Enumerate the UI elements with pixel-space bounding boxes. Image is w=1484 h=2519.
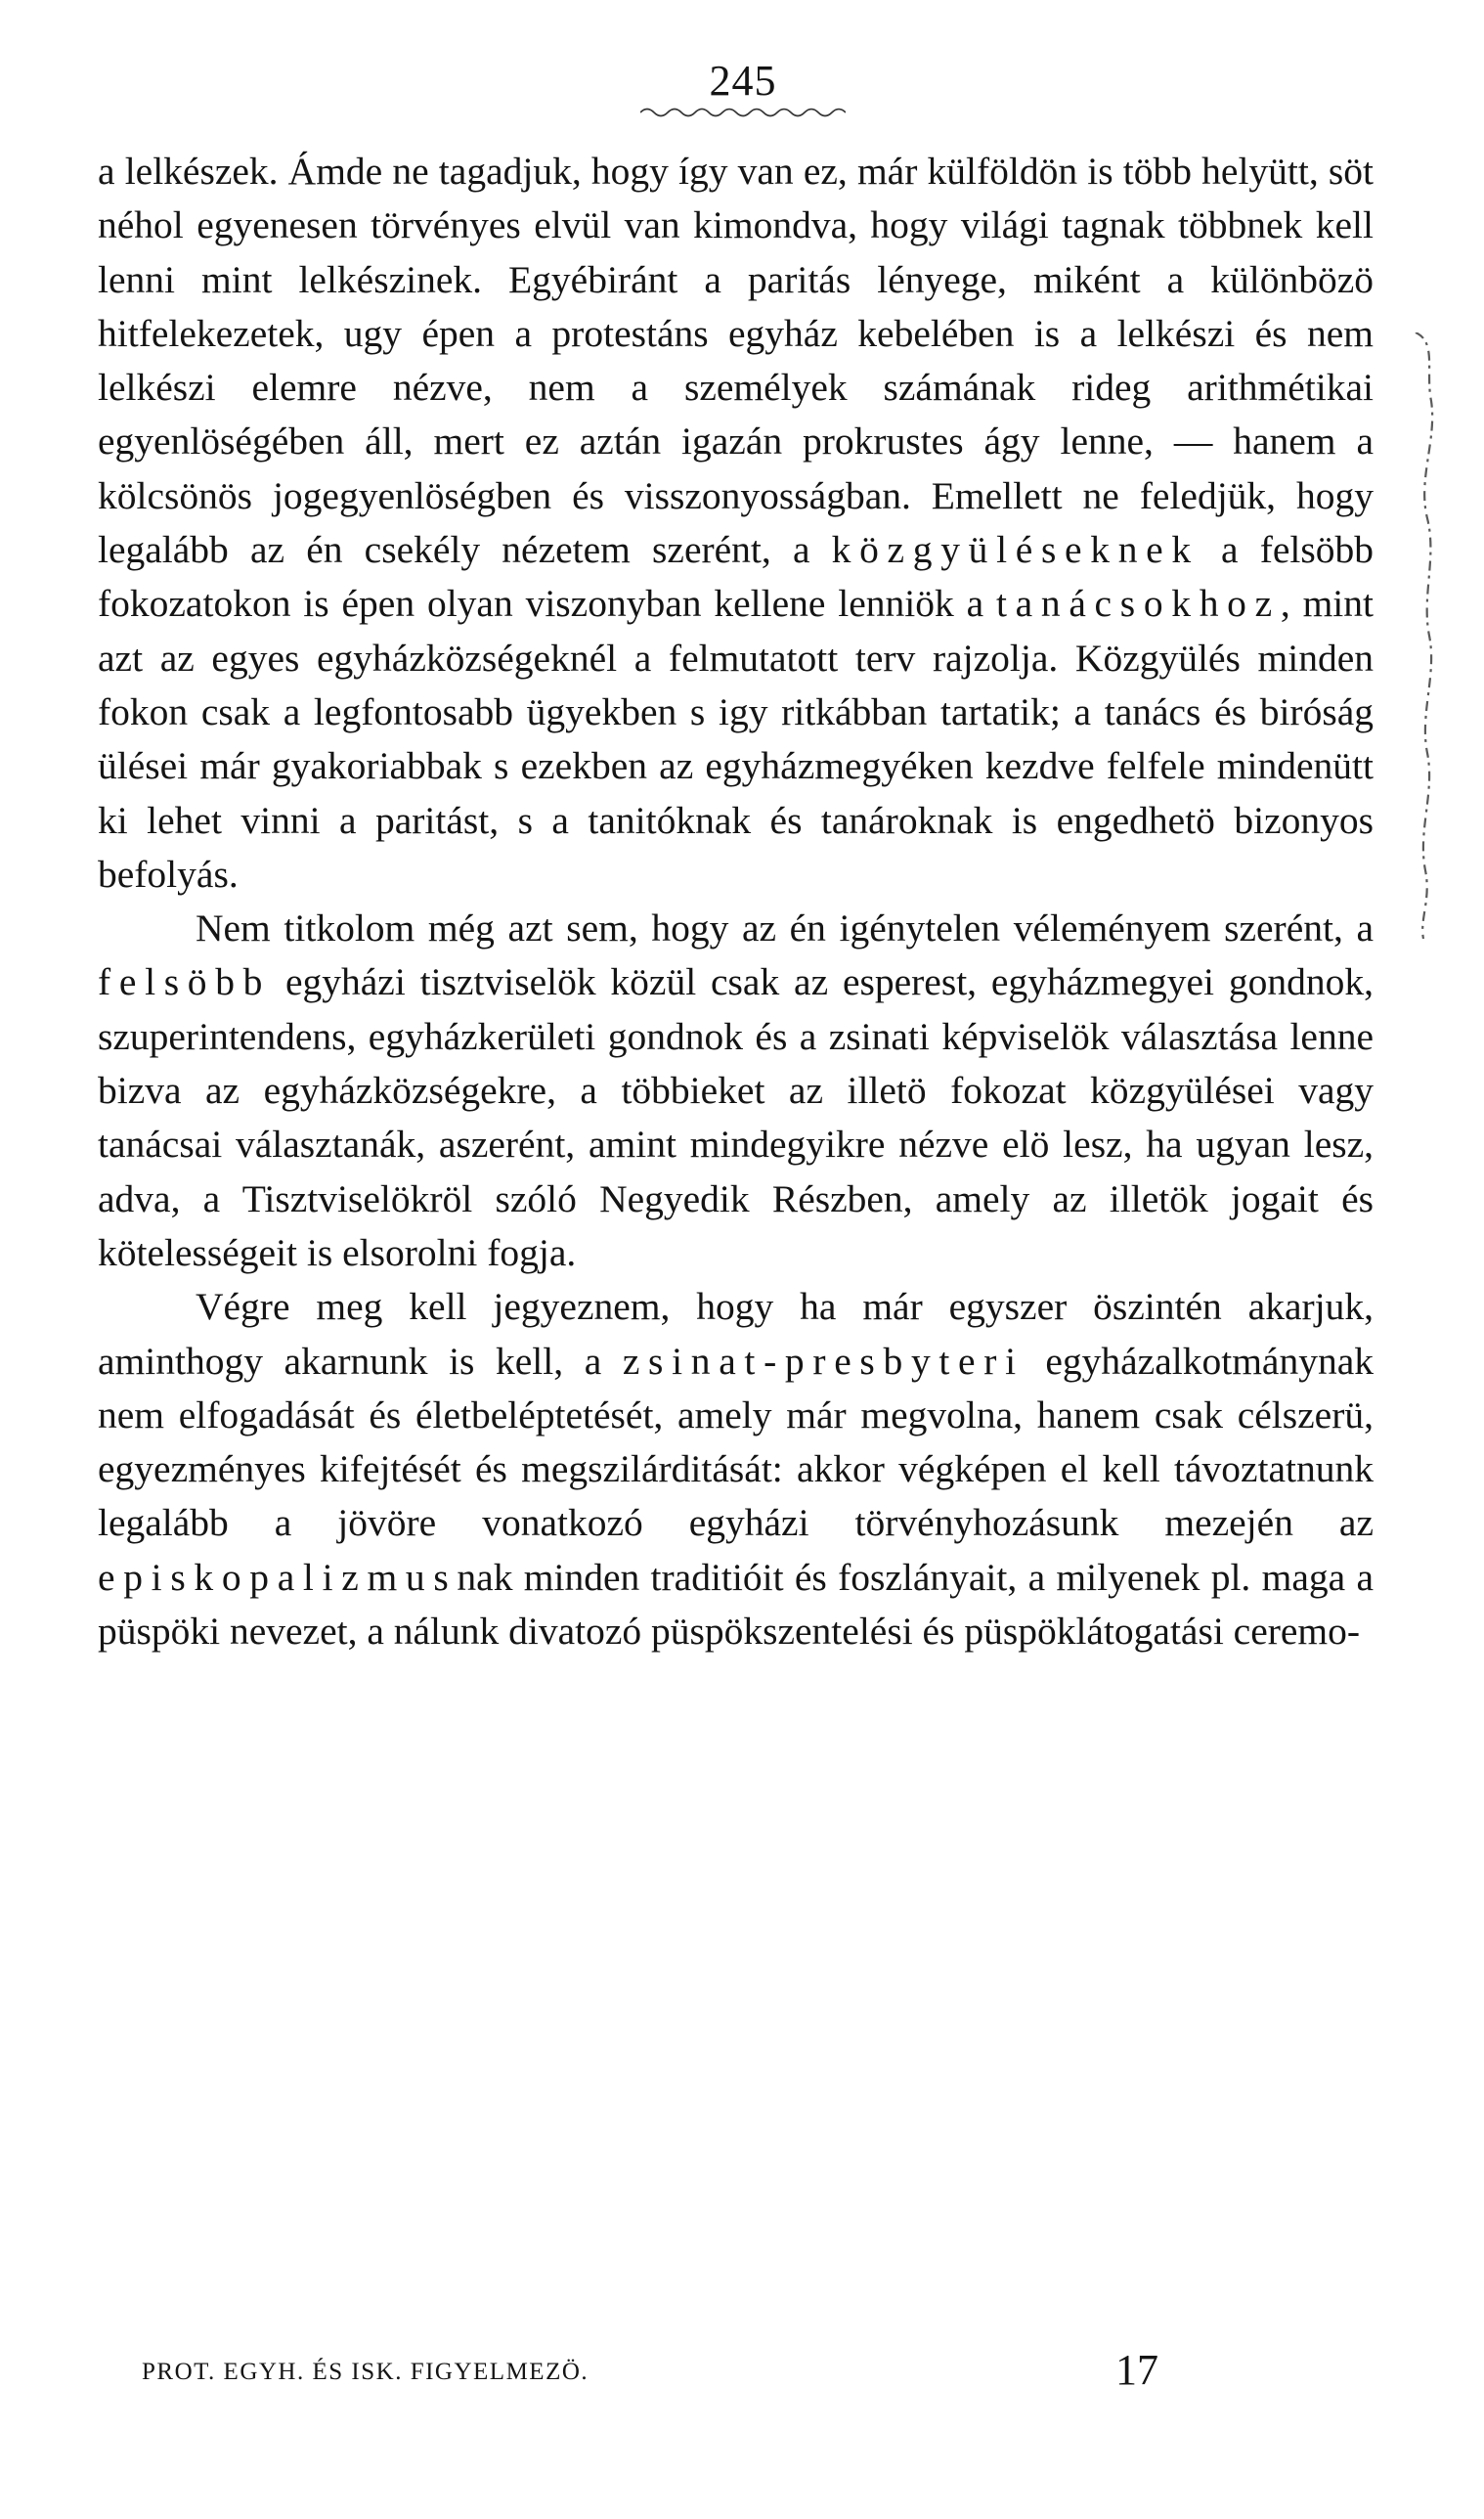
spaced-emphasis: közgyüléseknek bbox=[831, 528, 1200, 572]
text-run: egyházi tisztviselök közül csak az esperest, egyházmegyei gondnok, szuperintendens, egyházkerületi gondnok és a zsinati képviselök választása lenne bizva az egyházközségekre, a többieket az illetö fokozat közgyülései vagy tanácsai választanák, aszerént, amint mindegyikre nézve elö lesz, ha ugyan lesz, adva, a Tisztviselökröl szóló Negyedik Részben, amely az illetök jogait és kötelességeit is elsorolni fogja. bbox=[98, 960, 1374, 1274]
publication-signature: PROT. EGYH. ÉS ISK. FIGYELMEZÖ. bbox=[142, 2359, 589, 2385]
text-run: , mint azt az egyes egyházközségeknél a felmutatott terv rajzolja. Közgyülés minden fokon csak a legfontosabb ügyekben s igy ritkábban tartatik; a tanács és biróság ülései már gyakoriabbak s ezekben az egyházmegyéken kezdve felfele mindenütt ki lehet vinni a paritást, s a tanitóknak és tanároknak is engedhetö bizonyos befolyás. bbox=[98, 582, 1374, 896]
body-text bbox=[98, 145, 1374, 1658]
margin-pencil-bracket bbox=[1408, 332, 1462, 939]
spaced-emphasis: felsöbb bbox=[98, 960, 272, 1004]
text-run: nak minden traditióit és foszlányait, a milyenek pl. maga a püspöki nevezet, a nálunk divatozó püspökszentelési és püspöklátogatási ceremo- bbox=[98, 1555, 1374, 1654]
footer bbox=[142, 2345, 1158, 2400]
text-run: Végre meg kell jegyeznem, hogy ha már egyszer öszintén akarjuk, aminthogy akarnunk is kell, a bbox=[98, 1285, 1374, 1383]
text-run: a lelkészek. Ámde ne tagadjuk, hogy így van ez, már külföldön is több helyütt, söt néhol egyenesen törvényes elvül van kimondva, hogy világi tagnak többnek kell lenni mint lelkészinek. Egyébiránt a paritás lényege, miként a különbözö hitfelekezetek, ugy épen a protestáns egyház kebelében is a lelkészi és nem lelkészi elemre nézve, nem a személyek számának rideg arithmétikai egyenlöségében áll, mert ez aztán igazán prokrustes ágy lenne, — hanem a kölcsönös jogegyenlöségben és visszonyosságban. Emellett ne feledjük, hogy legalább az én csekély nézetem szerént, a bbox=[98, 150, 1374, 572]
text-run: a felsöbb fokozatokon is épen olyan viszonyban kellene lenniök a bbox=[98, 528, 1374, 626]
page-number: 245 bbox=[709, 57, 777, 105]
paragraph-2 bbox=[98, 902, 1374, 1280]
text-run: Nem titkolom még azt sem, hogy az én igénytelen véleményem szerént, a bbox=[196, 906, 1374, 950]
paragraph-3 bbox=[98, 1280, 1374, 1658]
text-run: egyházalkotmánynak nem elfogadását és életbeléptetését, amely már megvolna, hanem csak célszerü, egyezményes kifejtését és megszilárditását: akkor végképen el kell távoztatnunk legalább a jövöre vonatkozó egyházi törvényhozásunk mezején az bbox=[98, 1339, 1374, 1545]
spaced-emphasis: tanácsokhoz bbox=[996, 582, 1281, 626]
wavy-rule-ornament bbox=[640, 106, 846, 119]
paragraph-1 bbox=[98, 145, 1374, 902]
spaced-emphasis: zsinat-presbyteri bbox=[622, 1339, 1025, 1383]
sheet-number: 17 bbox=[1115, 2346, 1158, 2394]
spaced-emphasis: episkopalizmus bbox=[98, 1555, 458, 1599]
